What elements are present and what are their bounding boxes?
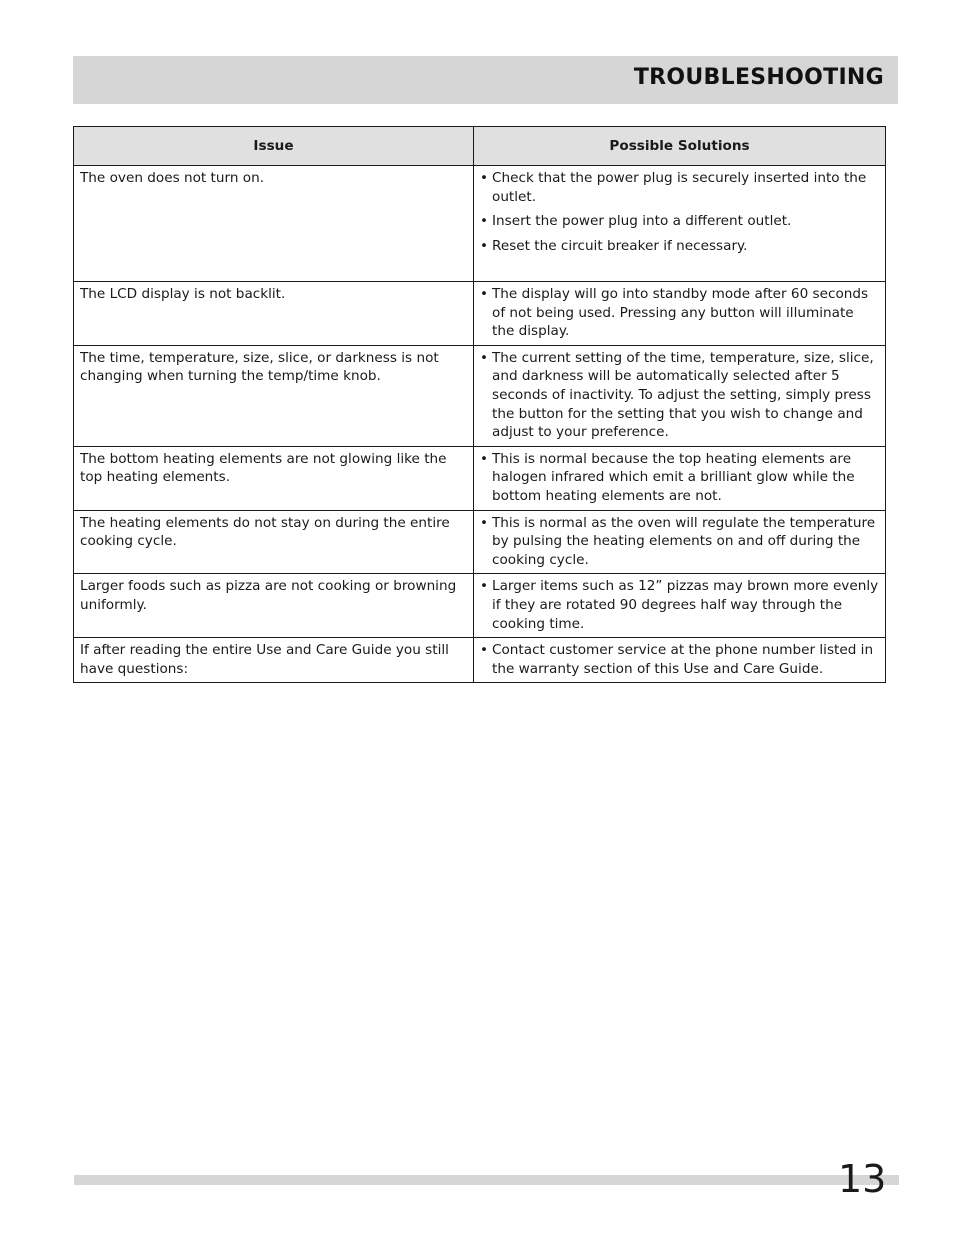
issue-cell: The oven does not turn on.	[74, 166, 474, 282]
solutions-list	[480, 349, 879, 442]
issue-cell: Larger foods such as pizza are not cooking or browning uniformly.	[74, 574, 474, 638]
issue-cell: If after reading the entire Use and Care Guide you still have questions:	[74, 638, 474, 683]
issue-cell: The time, temperature, size, slice, or darkness is not changing when turning the temp/time knob.	[74, 345, 474, 446]
solution-item: • Contact customer service at the phone number listed in the warranty section of this Use and Care Guide.	[480, 641, 879, 678]
page-number: 13	[838, 1157, 887, 1201]
solutions-list	[480, 577, 879, 633]
table-row	[74, 282, 886, 346]
column-header-solutions: Possible Solutions	[474, 127, 886, 166]
table-header-row	[74, 127, 886, 166]
page-title: TROUBLESHOOTING	[633, 65, 884, 90]
solution-item: • The display will go into standby mode after 60 seconds of not being used. Pressing any button will illuminate the display.	[480, 285, 879, 341]
solution-item: • Check that the power plug is securely inserted into the outlet.	[480, 169, 879, 206]
solution-item: • Insert the power plug into a different outlet.	[480, 212, 879, 231]
issue-cell: The heating elements do not stay on during the entire cooking cycle.	[74, 510, 474, 574]
table-row	[74, 574, 886, 638]
solution-item: • The current setting of the time, temperature, size, slice, and darkness will be automatically selected after 5 seconds of inactivity. To adjust the setting, simply press the button for the setting that you wish to change and adjust to your preference.	[480, 349, 879, 442]
table-row	[74, 638, 886, 683]
solutions-cell	[474, 446, 886, 510]
table-row	[74, 166, 886, 282]
table-row	[74, 345, 886, 446]
solutions-cell	[474, 166, 886, 282]
solutions-cell	[474, 574, 886, 638]
table-row	[74, 510, 886, 574]
solutions-list	[480, 285, 879, 341]
solution-item: • Reset the circuit breaker if necessary.	[480, 237, 879, 256]
issue-cell: The bottom heating elements are not glowing like the top heating elements.	[74, 446, 474, 510]
solution-item: • This is normal as the oven will regulate the temperature by pulsing the heating elements on and off during the cooking cycle.	[480, 514, 879, 570]
solutions-list	[480, 169, 879, 255]
table-row	[74, 446, 886, 510]
solutions-list	[480, 514, 879, 570]
solutions-cell	[474, 282, 886, 346]
solutions-cell	[474, 510, 886, 574]
column-header-issue: Issue	[74, 127, 474, 166]
troubleshooting-table	[73, 126, 886, 683]
footer-bar	[74, 1175, 899, 1185]
solutions-list	[480, 641, 879, 678]
solutions-list	[480, 450, 879, 506]
solution-item: • Larger items such as 12” pizzas may brown more evenly if they are rotated 90 degrees half way through the cooking time.	[480, 577, 879, 633]
solutions-cell	[474, 638, 886, 683]
section-header-bar	[73, 56, 898, 104]
solution-item: • This is normal because the top heating elements are halogen infrared which emit a brilliant glow while the bottom heating elements are not.	[480, 450, 879, 506]
solutions-cell	[474, 345, 886, 446]
issue-cell: The LCD display is not backlit.	[74, 282, 474, 346]
